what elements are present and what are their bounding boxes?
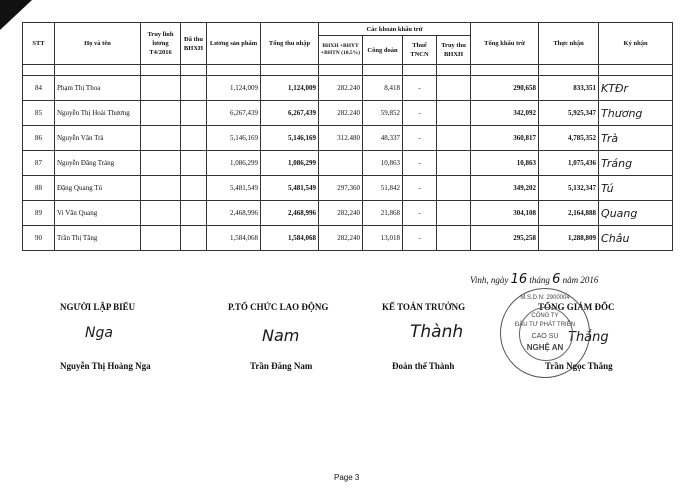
header-bhxh: BHXH +BHYT +BHTN (10,5%) — [319, 36, 363, 65]
cell-stt: 89 — [23, 201, 55, 226]
header-union: Công đoàn — [363, 36, 403, 65]
date-mid: tháng — [529, 275, 550, 285]
cell-union: 51,842 — [363, 176, 403, 201]
cell-union: 8,418 — [363, 76, 403, 101]
cell-total-income: 6,267,439 — [261, 101, 319, 126]
cell-name: Đặng Quang Tú — [55, 176, 141, 201]
page-number: Page 3 — [334, 473, 360, 482]
cell-retro-bhxh — [437, 201, 471, 226]
cell-total-income: 5,146,169 — [261, 126, 319, 151]
role-chief-accountant: KẾ TOÁN TRƯỞNG — [382, 302, 466, 312]
date-month: 6 — [552, 272, 561, 287]
cell-retro-bhxh — [437, 226, 471, 251]
name-labor-dept: Trần Đăng Nam — [250, 361, 313, 371]
cell-bhxh: 282,240 — [319, 226, 363, 251]
date-suffix: năm 2016 — [562, 275, 599, 285]
cell-retro — [141, 126, 181, 151]
table-row — [23, 201, 673, 226]
cell-paid-bhxh — [181, 201, 207, 226]
cell-product-salary: 2,468,996 — [207, 201, 261, 226]
cell-union: 10,863 — [363, 151, 403, 176]
cell-union: 48,337 — [363, 126, 403, 151]
header-retro-bhxh: Truy thu BHXH — [437, 36, 471, 65]
cell-total-income: 1,584,068 — [261, 226, 319, 251]
cell-tax: - — [403, 76, 437, 101]
cell-paid-bhxh — [181, 226, 207, 251]
stamp-line3: CAO SU — [531, 333, 559, 340]
stamp-line4: NGHỆ AN — [526, 343, 564, 352]
cell-tax: - — [403, 101, 437, 126]
stamp-line1: CÔNG TY — [531, 313, 559, 319]
cell-net: 833,351 — [539, 76, 599, 101]
header-paid-bhxh: Đã thu BHXH — [181, 23, 207, 65]
cell-retro — [141, 176, 181, 201]
table-row — [23, 76, 673, 101]
cell-sign: KTĐr — [599, 76, 673, 101]
cell-total-deduct: 342,092 — [471, 101, 539, 126]
cell-net: 4,785,352 — [539, 126, 599, 151]
cell-sign: Tráng — [599, 151, 673, 176]
cell-product-salary: 6,267,439 — [207, 101, 261, 126]
table-row — [23, 101, 673, 126]
header-product-salary: Lương sản phẩm — [207, 23, 261, 65]
cell-net: 2,164,888 — [539, 201, 599, 226]
signature-general-director: Thắng — [568, 330, 609, 345]
cell-total-income: 1,124,009 — [261, 76, 319, 101]
cell-union: 21,868 — [363, 201, 403, 226]
header-stt: STT — [23, 23, 55, 65]
cell-bhxh: 282,240 — [319, 201, 363, 226]
header-total-income: Tổng thu nhập — [261, 23, 319, 65]
cell-total-income: 2,468,996 — [261, 201, 319, 226]
cell-retro — [141, 151, 181, 176]
name-general-director: Trần Ngọc Thắng — [545, 361, 613, 371]
header-total-deduct: Tổng khấu trừ — [471, 23, 539, 65]
cell-bhxh: 282.240 — [319, 101, 363, 126]
table-row — [23, 126, 673, 151]
cell-stt: 85 — [23, 101, 55, 126]
cell-union: 59,852 — [363, 101, 403, 126]
cell-paid-bhxh — [181, 151, 207, 176]
cell-stt: 86 — [23, 126, 55, 151]
cell-tax: - — [403, 226, 437, 251]
cell-total-deduct: 304,108 — [471, 201, 539, 226]
cell-net: 1,075,436 — [539, 151, 599, 176]
stamp-line2: ĐẦU TƯ PHÁT TRIỂN — [514, 322, 576, 328]
cell-name: Nguyễn Văn Trà — [55, 126, 141, 151]
cell-retro — [141, 101, 181, 126]
cell-tax: - — [403, 126, 437, 151]
header-name: Họ và tên — [55, 23, 141, 65]
cell-name: Vi Văn Quang — [55, 201, 141, 226]
cell-total-deduct: 290,658 — [471, 76, 539, 101]
cell-total-deduct: 360,817 — [471, 126, 539, 151]
cell-net: 5,925,347 — [539, 101, 599, 126]
cell-bhxh: 297,360 — [319, 176, 363, 201]
cell-tax: - — [403, 201, 437, 226]
cell-bhxh — [319, 151, 363, 176]
date-prefix: Vinh, ngày — [470, 275, 509, 285]
cell-retro-bhxh — [437, 176, 471, 201]
cell-sign: Tú — [599, 176, 673, 201]
table-row — [23, 151, 673, 176]
cell-product-salary: 5,481,549 — [207, 176, 261, 201]
stamp-code: M.S.D.N: 2900004 — [520, 295, 570, 301]
cell-name: Nguyễn Đăng Tráng — [55, 151, 141, 176]
cell-union: 13,018 — [363, 226, 403, 251]
cell-product-salary: 5,146,169 — [207, 126, 261, 151]
cell-name: Phạm Thị Thoa — [55, 76, 141, 101]
cell-retro-bhxh — [437, 76, 471, 101]
cell-product-salary: 1,584,068 — [207, 226, 261, 251]
cell-stt: 87 — [23, 151, 55, 176]
role-preparer: NGƯỜI LẬP BIỂU — [60, 302, 136, 312]
cell-stt: 90 — [23, 226, 55, 251]
cell-bhxh: 282.240 — [319, 76, 363, 101]
payroll-table — [22, 22, 673, 251]
cell-retro — [141, 201, 181, 226]
cell-paid-bhxh — [181, 76, 207, 101]
cell-sign: Trà — [599, 126, 673, 151]
cell-total-income: 1,086,299 — [261, 151, 319, 176]
header-tax: Thuế TNCN — [403, 36, 437, 65]
cell-paid-bhxh — [181, 101, 207, 126]
table-body — [23, 65, 673, 251]
header-net: Thực nhận — [539, 23, 599, 65]
header-sign: Ký nhận — [599, 23, 673, 65]
cell-total-deduct: 10,863 — [471, 151, 539, 176]
cell-total-income: 5,481,549 — [261, 176, 319, 201]
table-row — [23, 176, 673, 201]
cell-paid-bhxh — [181, 126, 207, 151]
cell-retro — [141, 226, 181, 251]
cell-name: Nguyễn Thị Hoài Thương — [55, 101, 141, 126]
cell-total-deduct: 295,258 — [471, 226, 539, 251]
role-general-director: TỔNG GIÁM ĐỐC — [538, 302, 615, 312]
cell-sign: Châu — [599, 226, 673, 251]
cell-net: 5,132,347 — [539, 176, 599, 201]
table-row — [23, 226, 673, 251]
cell-paid-bhxh — [181, 176, 207, 201]
cell-bhxh: 312.480 — [319, 126, 363, 151]
cell-tax: - — [403, 151, 437, 176]
cell-sign: Quang — [599, 201, 673, 226]
date-day: 16 — [510, 272, 528, 287]
cell-product-salary: 1,124,009 — [207, 76, 261, 101]
cell-retro — [141, 76, 181, 101]
cell-retro-bhxh — [437, 101, 471, 126]
cell-stt: 84 — [23, 76, 55, 101]
role-labor-dept: P.TỔ CHỨC LAO ĐỘNG — [228, 302, 329, 312]
header-deductions-group: Các khoản khấu trừ — [319, 23, 471, 36]
cell-retro-bhxh — [437, 151, 471, 176]
cell-sign: Thương — [599, 101, 673, 126]
cell-retro-bhxh — [437, 126, 471, 151]
cell-stt: 88 — [23, 176, 55, 201]
cell-product-salary: 1,086,299 — [207, 151, 261, 176]
cell-name: Trần Thị Tăng — [55, 226, 141, 251]
cell-total-deduct: 349,202 — [471, 176, 539, 201]
name-preparer: Nguyễn Thị Hoàng Nga — [60, 361, 151, 371]
signature-chief-accountant: Thành — [410, 322, 464, 342]
signature-labor-dept: Nam — [262, 326, 300, 345]
cell-net: 1,288,809 — [539, 226, 599, 251]
signature-preparer: Nga — [85, 325, 113, 341]
cell-tax: - — [403, 176, 437, 201]
header-retro: Truy lĩnh lương T4/2016 — [141, 23, 181, 65]
name-chief-accountant: Đoàn thế Thành — [392, 361, 455, 371]
date-line — [470, 272, 598, 287]
